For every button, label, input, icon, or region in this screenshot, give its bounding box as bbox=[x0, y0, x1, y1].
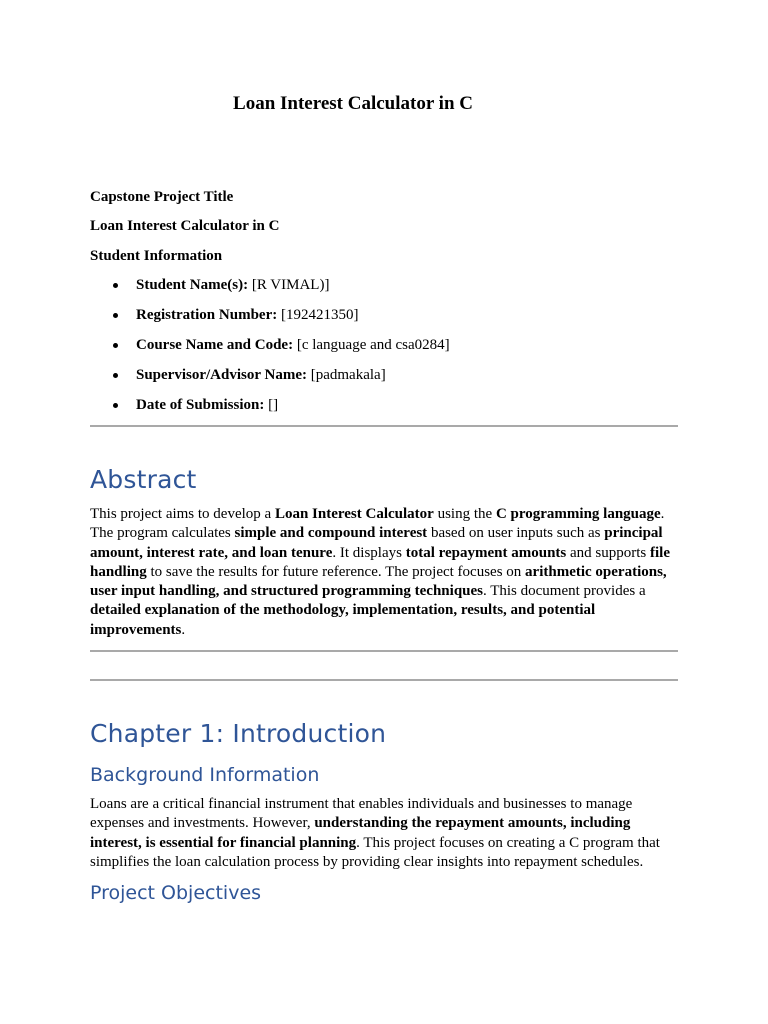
student-info-item bbox=[90, 335, 450, 365]
student-info-item bbox=[90, 275, 450, 305]
background-paragraph: Loans are a critical financial instrument that enables individuals and businesses to manage expenses and investments. However, understanding the repayment amounts, including interest, is essential for financial planning. This project focuses on creating a C program that simplifies the loan calculation process by providing clear insights into repayment schedules. bbox=[90, 796, 660, 870]
field-label: Registration Number: bbox=[136, 307, 278, 323]
document-title: Loan Interest Calculator in C bbox=[233, 93, 473, 114]
field-value: [R VIMAL)] bbox=[248, 277, 330, 293]
field-label: Date of Submission: bbox=[136, 397, 265, 413]
abstract-heading: Abstract bbox=[90, 465, 197, 494]
chapter-heading: Chapter 1: Introduction bbox=[90, 719, 387, 748]
horizontal-rule bbox=[90, 679, 678, 681]
project-title: Loan Interest Calculator in C bbox=[90, 218, 280, 234]
capstone-label: Capstone Project Title bbox=[90, 189, 234, 205]
section-heading: Background Information bbox=[90, 764, 320, 786]
abstract-paragraph: This project aims to develop a Loan Interest Calculator using the C programming language. The program calculates simple and compound interest based on user inputs such as principal amount, interest rate, and loan tenure. It displays total repayment amounts and supports file handling to save the results for future reference. The project focuses on arithmetic operations, user input handling, and structured programming techniques. This document provides a detailed explanation of the methodology, implementation, results, and potential improvements. bbox=[90, 506, 670, 638]
bullet-icon bbox=[113, 283, 118, 288]
horizontal-rule bbox=[90, 650, 678, 652]
field-value: [192421350] bbox=[277, 307, 359, 323]
field-value: [] bbox=[264, 397, 279, 413]
field-label: Supervisor/Advisor Name: bbox=[136, 367, 307, 383]
field-value: [padmakala] bbox=[306, 367, 386, 383]
field-label: Student Name(s): bbox=[136, 277, 249, 293]
bullet-icon bbox=[113, 403, 118, 408]
bullet-icon bbox=[113, 373, 118, 378]
horizontal-rule bbox=[90, 425, 678, 427]
student-info-label: Student Information bbox=[90, 248, 223, 264]
field-label: Course Name and Code: bbox=[136, 337, 294, 353]
student-info-list bbox=[90, 275, 450, 425]
bullet-icon bbox=[113, 343, 118, 348]
bullet-icon bbox=[113, 313, 118, 318]
student-info-item bbox=[90, 395, 450, 425]
section-heading: Project Objectives bbox=[90, 882, 262, 904]
student-info-item bbox=[90, 365, 450, 395]
field-value: [c language and csa0284] bbox=[293, 337, 450, 353]
student-info-item bbox=[90, 305, 450, 335]
